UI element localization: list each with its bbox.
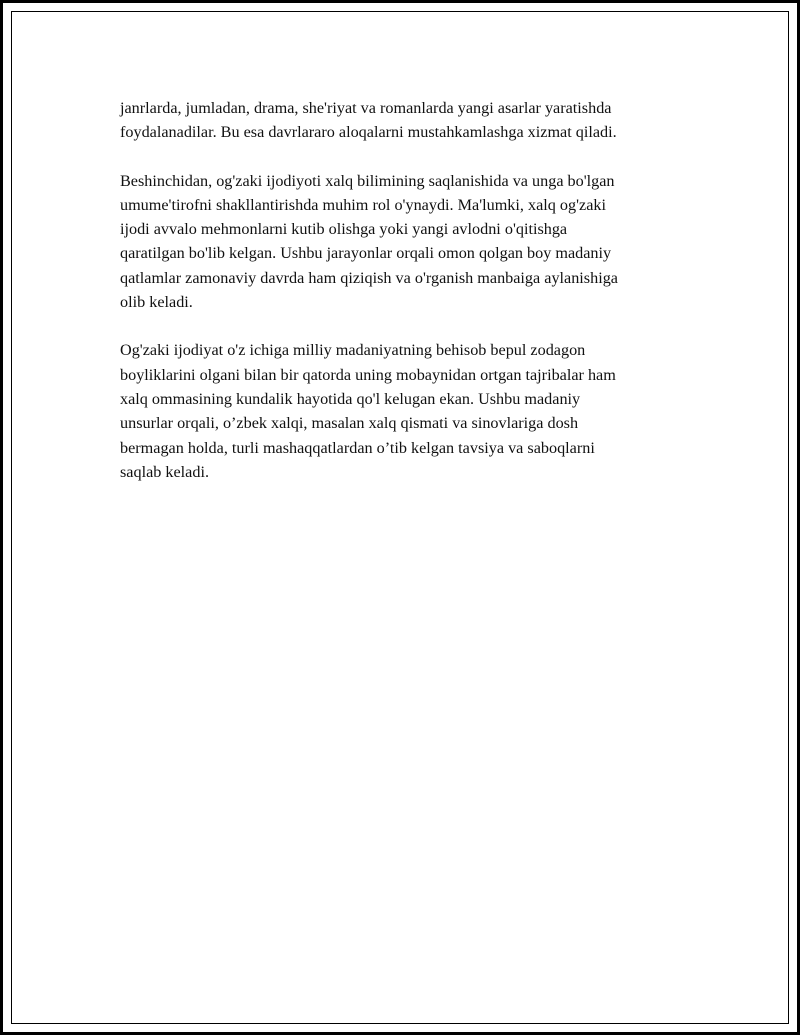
paragraph-line: foydalanadilar. Bu esa davrlararo aloqalarni mustahkamlashga xizmat qiladi. [120,123,617,142]
paragraph-line: qaratilgan bo'lib kelgan. Ushbu jarayonlar orqali omon qolgan boy madaniy [120,244,612,263]
paragraph-line: qatlamlar zamonaviy davrda ham qiziqish va o'rganish manbaiga aylanishiga [120,268,618,287]
paragraph-line: boyliklarini olgani bilan bir qatorda uning mobaynidan ortgan tajribalar ham [120,365,616,384]
paragraph-line: unsurlar orqali, o’zbek xalqi, masalan xalq qismati va sinovlariga dosh [120,414,579,433]
paragraph-line: Beshinchidan, og'zaki ijodiyoti xalq bilimining saqlanishida va unga bo'lgan [120,171,615,190]
paragraph-line: bermagan holda, turli mashaqqatlardan o’tib kelgan tavsiya va saboqlarni [120,438,595,457]
paragraph-line: Og'zaki ijodiyat o'z ichiga milliy madaniyatning behisob bepul zodagon [120,341,586,360]
paragraph-line: umume'tirofni shakllantirishda muhim rol o'ynaydi. Ma'lumki, xalq og'zaki [120,195,606,214]
paragraph-line: ijodi avvalo mehmonlarni kutib olishga yoki yangi avlodni o'qitishga [120,220,568,239]
paragraph-line: janrlarda, jumladan, drama, she'riyat va romanlarda yangi asarlar yaratishda [120,99,612,117]
paragraph-2 [120,169,695,315]
paragraph-line: xalq ommasining kundalik hayotida qo'l kelugan ekan. Ushbu madaniy [120,389,581,408]
paragraph-line: saqlab keladi. [120,462,209,481]
document-body [120,96,695,508]
paragraph-line: olib keladi. [120,293,193,312]
paragraph-1 [120,96,695,145]
paragraph-3 [120,338,695,484]
